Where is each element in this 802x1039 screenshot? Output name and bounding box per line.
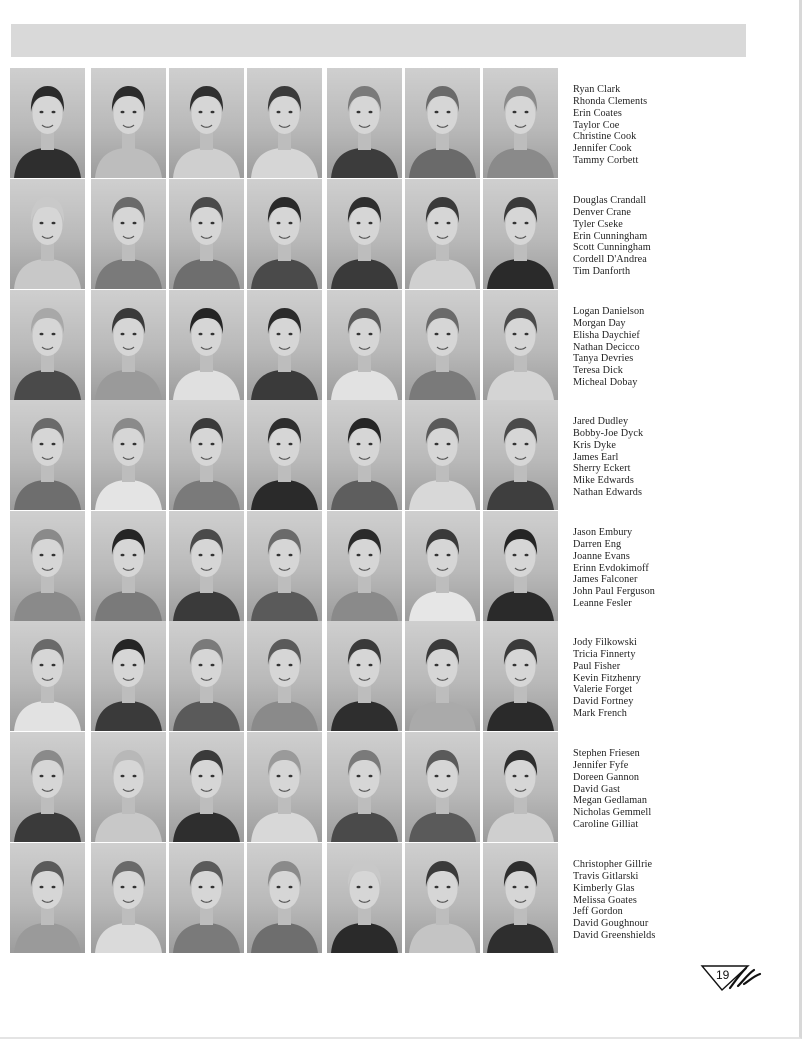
portrait-row [10,400,710,512]
student-portrait [327,400,402,510]
student-name: Micheal Dobay [573,377,638,389]
student-portrait [247,732,322,842]
student-portrait [405,68,480,178]
student-name: Valerie Forget [573,684,633,696]
student-name: Joanne Evans [573,550,630,562]
student-name: Erin Cunningham [573,230,648,242]
page-corner-mark [700,962,766,994]
student-portrait [405,179,480,289]
student-portrait [10,68,85,178]
student-name: Kimberly Glas [573,882,635,894]
student-portrait [10,400,85,510]
student-portrait [10,511,85,621]
student-portrait [483,290,558,400]
student-portrait [483,621,558,731]
student-portrait [169,400,244,510]
student-name: Erin Coates [573,107,622,119]
student-name: Erinn Evdokimoff [573,562,649,574]
student-portrait [10,290,85,400]
name-list [573,84,708,167]
student-name: Mike Edwards [573,475,634,487]
student-name: Tyler Cseke [573,218,623,230]
student-portrait [169,732,244,842]
student-name: Jennifer Cook [573,143,632,155]
student-portrait [10,843,85,953]
student-portrait [405,732,480,842]
student-portrait [327,179,402,289]
student-name: John Paul Ferguson [573,586,655,598]
student-portrait [169,290,244,400]
student-name: Travis Gitlarski [573,870,639,882]
student-portrait [169,68,244,178]
student-portrait [247,400,322,510]
student-portrait [91,511,166,621]
student-name: Scott Cunningham [573,242,651,254]
student-portrait [327,732,402,842]
header-band [11,24,746,57]
student-name: Nathan Decicco [573,341,640,353]
student-portrait [10,732,85,842]
student-name: Tim Danforth [573,266,631,278]
student-name: Ryan Clark [573,84,621,95]
student-name: Taylor Coe [573,119,620,131]
student-name: Stephen Friesen [573,748,640,759]
student-name: James Falconer [573,574,638,586]
student-name: Rhonda Clements [573,95,648,107]
student-portrait [10,179,85,289]
student-portrait [483,732,558,842]
student-name: Sherry Eckert [573,463,631,475]
name-list [573,416,708,499]
student-name: David Fortney [573,696,634,708]
student-name: Tammy Corbett [573,155,639,167]
student-portrait [91,400,166,510]
student-name: Kevin Fitzhenry [573,672,641,684]
student-portrait [91,290,166,400]
portrait-row [10,511,710,623]
student-name: David Goughnour [573,918,649,930]
student-portrait [327,68,402,178]
student-portrait [483,511,558,621]
student-name: Paul Fisher [573,660,621,672]
page-number: 19 [716,968,730,982]
student-name: Jared Dudley [573,416,629,427]
student-portrait [483,179,558,289]
student-name: Nathan Edwards [573,487,643,499]
student-portrait [327,511,402,621]
student-portrait [483,843,558,953]
student-name: Elisha Daychief [573,329,640,341]
student-portrait [327,290,402,400]
student-name: Kris Dyke [573,439,617,451]
student-portrait [327,843,402,953]
student-name: Mark French [573,708,628,720]
student-name: David Gast [573,783,621,795]
student-name: Denver Crane [573,206,632,218]
student-portrait [91,843,166,953]
student-portrait [247,843,322,953]
portrait-row [10,68,710,180]
student-portrait [405,843,480,953]
name-list [573,859,708,942]
student-portrait [405,290,480,400]
name-list [573,527,708,610]
student-name: Megan Gedlaman [573,795,648,807]
student-portrait [169,621,244,731]
student-name: Doreen Gannon [573,771,640,783]
student-portrait [91,621,166,731]
student-portrait [247,621,322,731]
name-list [573,748,708,831]
student-name: Nicholas Gemmell [573,807,652,819]
student-name: Teresa Dick [573,365,623,377]
student-portrait [405,621,480,731]
portrait-row [10,621,710,733]
student-portrait [327,621,402,731]
student-name: Douglas Crandall [573,195,647,206]
student-name: Melissa Goates [573,894,637,906]
student-portrait [405,511,480,621]
student-portrait [247,290,322,400]
portrait-row [10,843,710,955]
student-name: David Greenshields [573,930,656,942]
student-portrait [405,400,480,510]
student-name: Christine Cook [573,131,637,143]
student-name: Jason Embury [573,527,633,538]
student-portrait [91,68,166,178]
name-list [573,195,708,278]
name-list [573,637,708,720]
student-name: Jennifer Fyfe [573,759,629,771]
name-list [573,306,708,389]
student-name: Christopher Gillrie [573,859,653,870]
student-name: Jeff Gordon [573,906,623,918]
student-name: Darren Eng [573,538,622,550]
student-portrait [247,511,322,621]
portrait-row [10,290,710,402]
student-portrait [483,400,558,510]
student-name: Leanne Fesler [573,598,632,610]
student-name: Bobby-Joe Dyck [573,427,644,439]
student-portrait [483,68,558,178]
student-name: Jody Filkowski [573,637,637,648]
student-name: Logan Danielson [573,306,645,317]
student-portrait [169,843,244,953]
student-portrait [247,68,322,178]
student-name: Tanya Devries [573,353,634,365]
student-portrait [169,511,244,621]
portrait-row [10,179,710,291]
portrait-row [10,732,710,844]
student-portrait [91,732,166,842]
student-portrait [169,179,244,289]
student-name: Tricia Finnerty [573,648,636,660]
student-portrait [91,179,166,289]
student-name: Morgan Day [573,317,626,329]
student-name: Cordell D'Andrea [573,254,647,266]
student-name: Caroline Gilliat [573,819,639,831]
student-portrait [10,621,85,731]
student-portrait [247,179,322,289]
student-name: James Earl [573,451,619,463]
